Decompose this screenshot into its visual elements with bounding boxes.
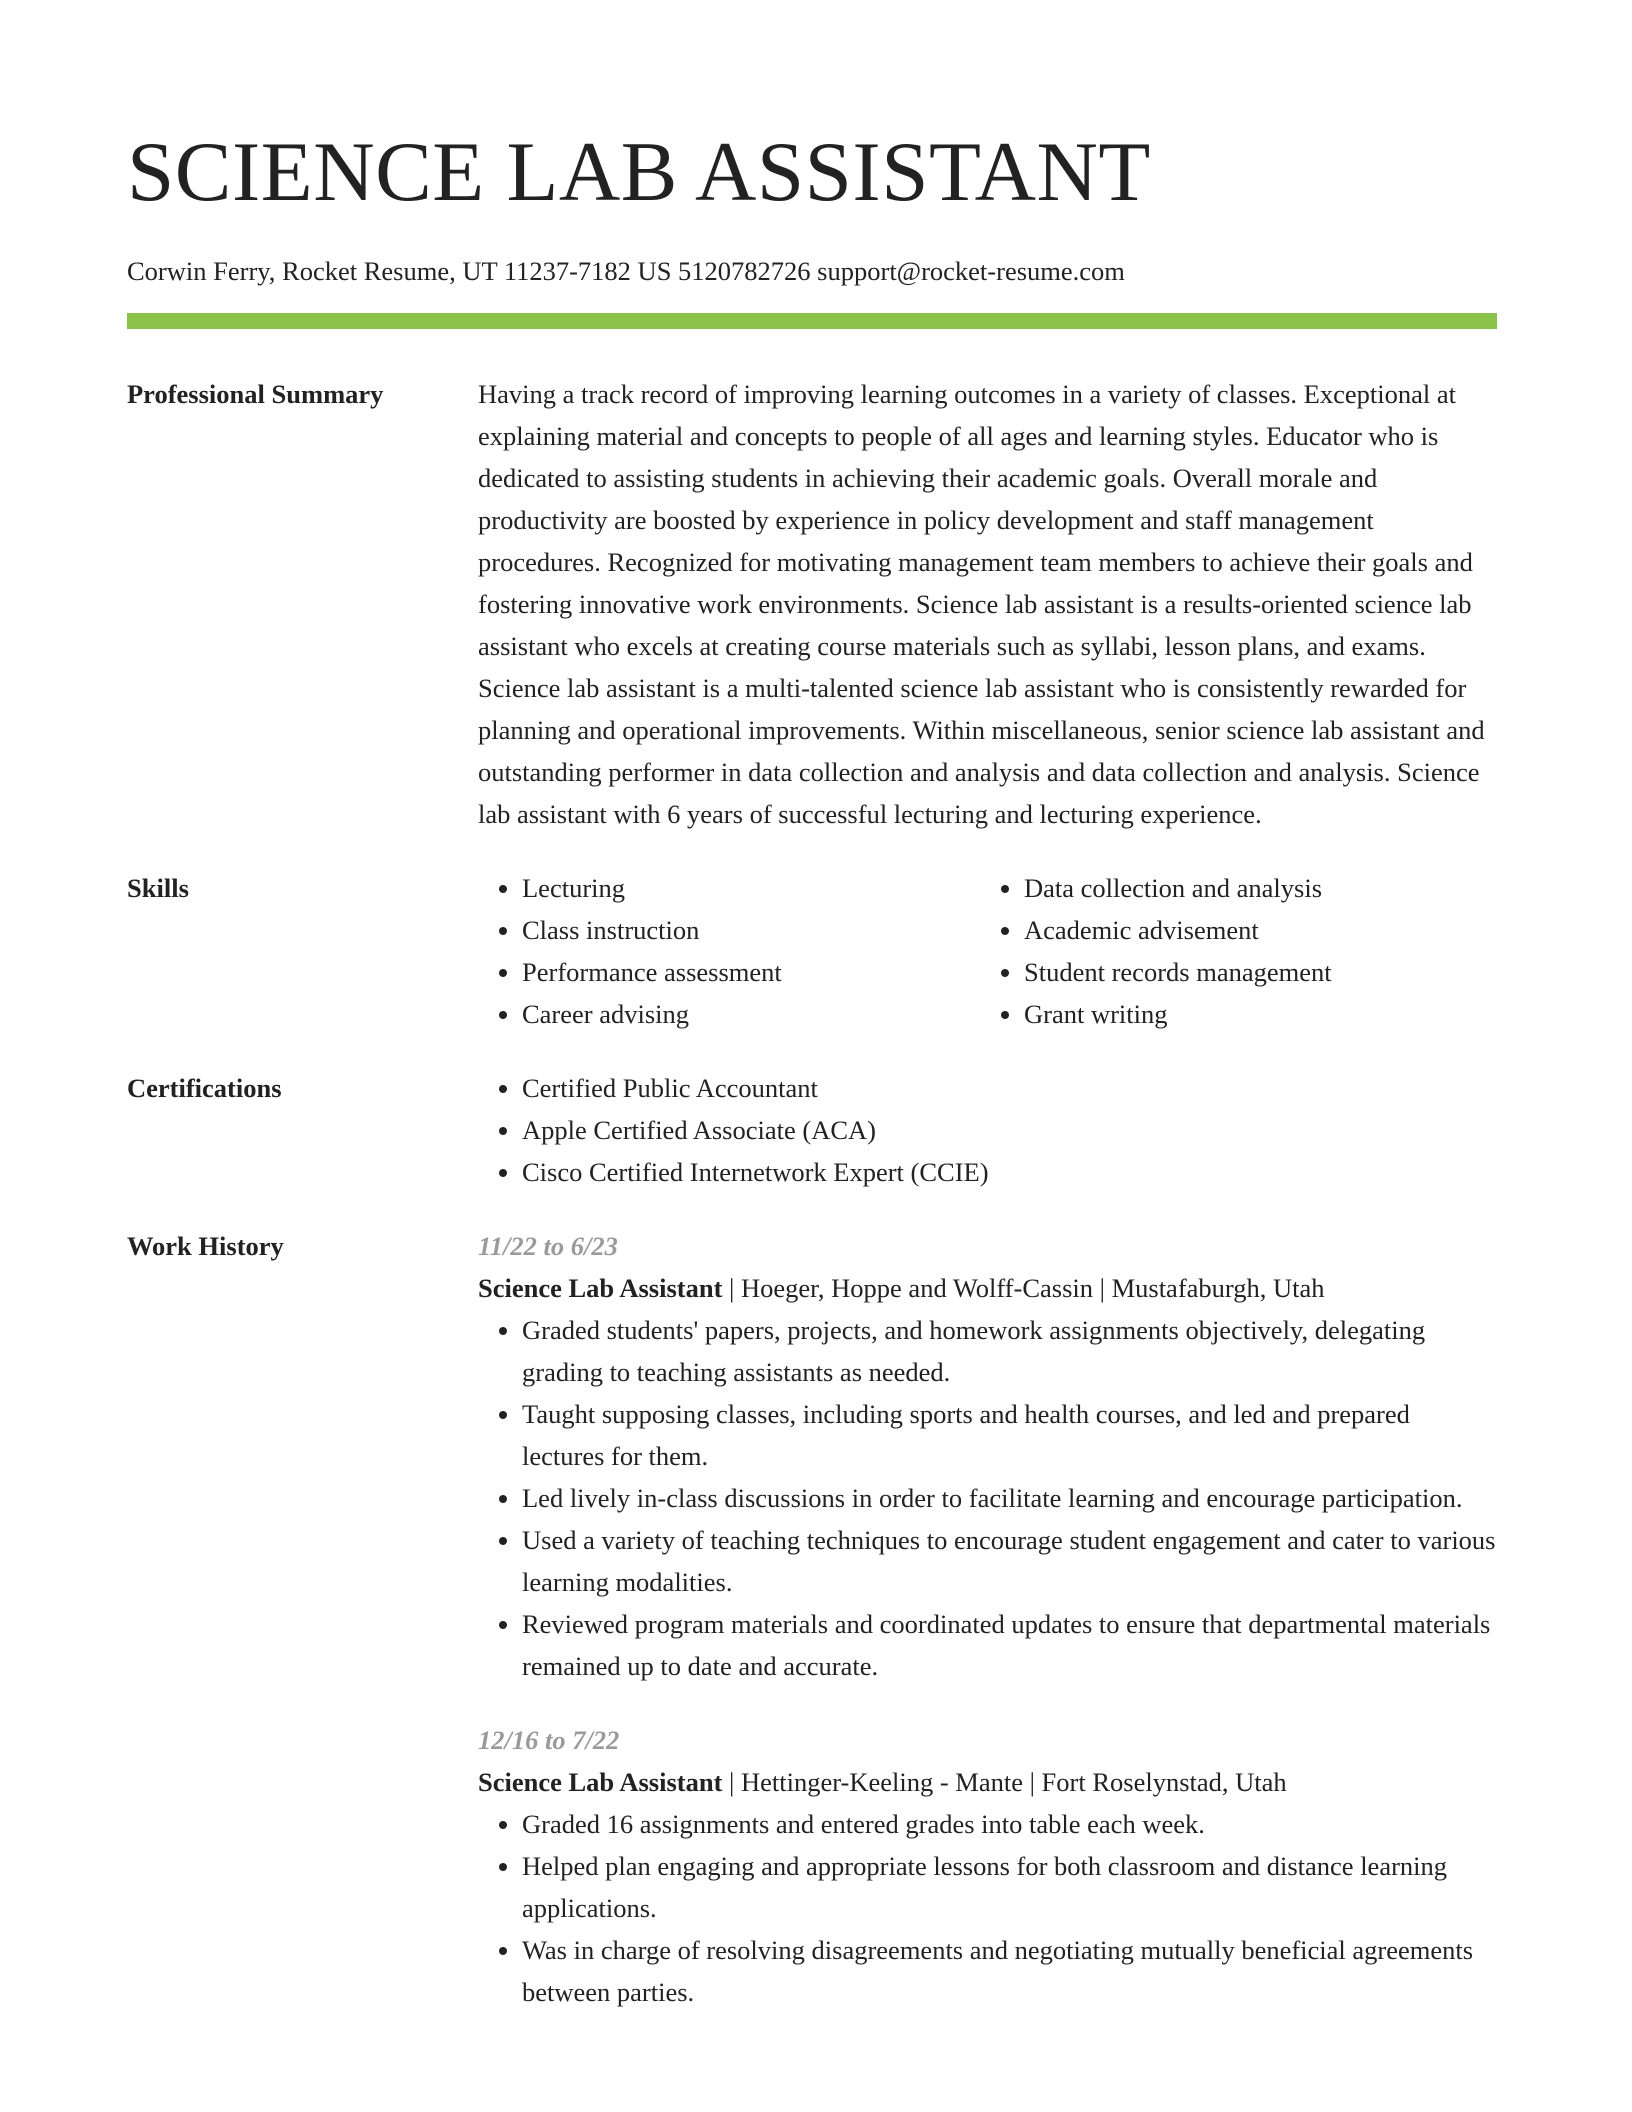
job-details: | Hoeger, Hoppe and Wolff-Cassin | Mustafaburgh, Utah — [722, 1273, 1325, 1303]
skill-item: • Data collection and analysis — [1024, 867, 1482, 909]
skills-list-left — [478, 867, 980, 1035]
skill-item: • Performance assessment — [522, 951, 980, 993]
certification-item: • Certified Public Accountant — [522, 1067, 1497, 1109]
job-entry — [478, 1225, 1497, 1687]
skills-column-left — [478, 867, 980, 1035]
summary-body — [478, 373, 1497, 835]
skills-grid — [478, 867, 1497, 1035]
skills-heading: Skills — [127, 873, 189, 903]
header-divider — [127, 313, 1497, 329]
skill-item: • Student records management — [1024, 951, 1482, 993]
certifications-section — [127, 1067, 1497, 1193]
job-details: | Hettinger-Keeling - Mante | Fort Roselynstad, Utah — [722, 1767, 1287, 1797]
skill-item: • Class instruction — [522, 909, 980, 951]
job-duty-item: • Used a variety of teaching techniques to encourage student engagement and cater to various learning modalities. — [522, 1519, 1497, 1603]
certifications-list — [478, 1067, 1497, 1193]
job-entry — [478, 1719, 1497, 2013]
skill-item: • Academic advisement — [1024, 909, 1482, 951]
summary-heading: Professional Summary — [127, 379, 384, 409]
work-history-section — [127, 1225, 1497, 2013]
job-duty-item: • Graded students' papers, projects, and homework assignments objectively, delegating grading to teaching assistants as needed. — [522, 1309, 1497, 1393]
job-dates: 12/16 to 7/22 — [478, 1725, 620, 1755]
skill-item: • Career advising — [522, 993, 980, 1035]
summary-section — [127, 373, 1497, 835]
skills-section — [127, 867, 1497, 1035]
certifications-heading: Certifications — [127, 1073, 282, 1103]
work-history-body — [478, 1225, 1497, 2013]
job-duties-list — [478, 1803, 1497, 2013]
resume-name: SCIENCE LAB ASSISTANT — [127, 125, 1151, 219]
job-duty-item: • Taught supposing classes, including sports and health courses, and led and prepared lectures for them. — [522, 1393, 1497, 1477]
job-duty-item: • Was in charge of resolving disagreements and negotiating mutually beneficial agreements between parties. — [522, 1929, 1497, 2013]
job-duty-item: • Led lively in-class discussions in order to facilitate learning and encourage participation. — [522, 1477, 1497, 1519]
job-dates: 11/22 to 6/23 — [478, 1231, 618, 1261]
skill-item: • Lecturing — [522, 867, 980, 909]
job-header — [478, 1761, 1497, 1803]
certification-item: • Apple Certified Associate (ACA) — [522, 1109, 1497, 1151]
contact-line: Corwin Ferry, Rocket Resume, UT 11237-7182 US 5120782726 support@rocket-resume.com — [127, 256, 1125, 286]
skills-column-right — [980, 867, 1482, 1035]
job-header — [478, 1267, 1497, 1309]
job-title: Science Lab Assistant — [478, 1767, 723, 1797]
job-duties-list — [478, 1309, 1497, 1687]
summary-text: Having a track record of improving learning outcomes in a variety of classes. Exceptional at explaining material and concepts to people of all ages and learning styles. Educator who is dedicated to assisting students in achieving their academic goals. Overall morale and productivity are boosted by experience in policy development and staff management procedures. Recognized for motivating management team members to achieve their goals and fostering innovative work environments. Science lab assistant is a results-oriented science lab assistant who excels at creating course materials such as syllabi, lesson plans, and exams. Science lab assistant is a multi-talented science lab assistant who is consistently rewarded for planning and operational improvements. Within miscellaneous, senior science lab assistant and outstanding performer in data collection and analysis and data collection and analysis. Science lab assistant with 6 years of successful lecturing and lecturing experience. — [478, 379, 1485, 829]
certification-item: • Cisco Certified Internetwork Expert (CCIE) — [522, 1151, 1497, 1193]
work-history-heading: Work History — [127, 1231, 284, 1261]
skill-item: • Grant writing — [1024, 993, 1482, 1035]
job-title: Science Lab Assistant — [478, 1273, 723, 1303]
resume-page — [127, 0, 1497, 2013]
job-duty-item: • Reviewed program materials and coordinated updates to ensure that departmental materials remained up to date and accurate. — [522, 1603, 1497, 1687]
job-duty-item: • Graded 16 assignments and entered grades into table each week. — [522, 1803, 1497, 1845]
skills-list-right — [980, 867, 1482, 1035]
job-duty-item: • Helped plan engaging and appropriate lessons for both classroom and distance learning applications. — [522, 1845, 1497, 1929]
certifications-body — [478, 1067, 1497, 1193]
